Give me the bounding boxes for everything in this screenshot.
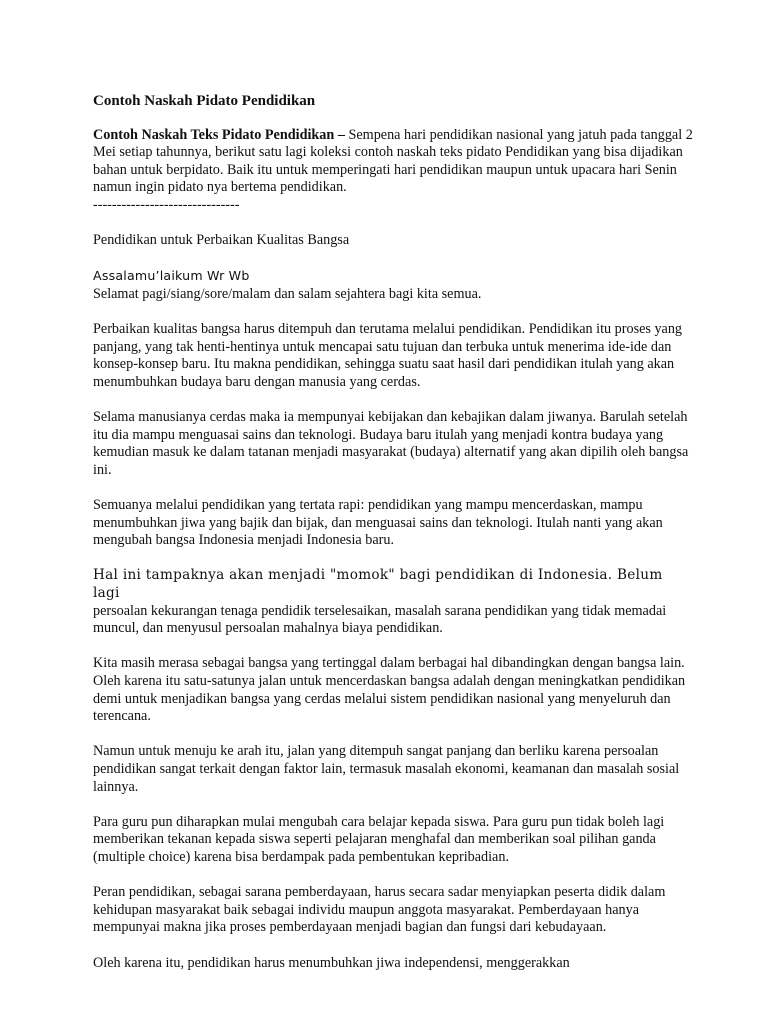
body-paragraph-5: Kita masih merasa sebagai bangsa yang tertinggal dalam berbagai hal dibandingkan dengan bangsa lain. Oleh karena itu satu-satunya jalan untuk mencerdaskan bangsa adalah dengan meningkatkan pendidikan demi untuk menjadikan bangsa yang cerdas melalui sistem pendidikan nasional yang menyeluruh dan terencana. xyxy=(93,655,686,725)
special-first-line: Hal ini tampaknya akan menjadi "momok" bagi pendidikan di Indonesia. Belum lagi xyxy=(93,567,663,602)
intro-paragraph xyxy=(93,127,693,215)
body-paragraph-3: Semuanya melalui pendidikan yang tertata rapi: pendidikan yang mampu mencerdaskan, mampu menumbuhkan jiwa yang bajik dan bijak, dan menguasai sains dan teknologi. Itulah nanti yang akan mengubah bangsa Indonesia menjadi Indonesia baru. xyxy=(93,497,663,549)
section-divider: ------------------------------- xyxy=(93,196,240,213)
document-page xyxy=(93,93,693,990)
greeting: Assalamu’laikum Wr Wb xyxy=(93,268,250,284)
body-paragraph-4 xyxy=(93,567,693,637)
page-title: Contoh Naskah Pidato Pendidikan xyxy=(93,93,316,109)
special-rest: persoalan kekurangan tenaga pendidik terselesaikan, masalah sarana pendidikan yang tidak memadai muncul, dan menyusul persoalan mahalnya biaya pendidikan. xyxy=(93,602,667,637)
body-paragraph-9: Oleh karena itu, pendidikan harus menumbuhkan jiwa independensi, menggerakkan xyxy=(93,954,570,971)
intro-text: Sempena hari pendidikan nasional yang jatuh pada tanggal 2 Mei setiap tahunnya, berikut satu lagi koleksi contoh naskah teks pidato Pendidikan yang bisa dijadikan bahan untuk berpidato. Baik itu untuk memperingati hari pendidikan maupun untuk upacara hari Senin namun ingin pidato nya bertema pendidikan. xyxy=(93,126,693,196)
intro-lead: Contoh Naskah Teks Pidato Pendidikan – xyxy=(93,126,345,143)
greeting-block xyxy=(93,267,693,303)
body-paragraph-8: Peran pendidikan, sebagai sarana pemberdayaan, harus secara sadar menyiapkan peserta didik dalam kehidupan masyarakat baik sebagai individu maupun anggota masyarakat. Pemberdayaan hanya mempunyai makna jika proses pemberdayaan menjadi bagian dan fungsi dari kebudayaan. xyxy=(93,884,666,936)
body-paragraph-7: Para guru pun diharapkan mulai mengubah cara belajar kepada siswa. Para guru pun tidak boleh lagi memberikan tekanan kepada siswa seperti pelajaran menghafal dan memberikan soal pilihan ganda (multiple choice) karena bisa berdampak pada pembentukan kepribadian. xyxy=(93,813,665,865)
speech-title: Pendidikan untuk Perbaikan Kualitas Bangsa xyxy=(93,232,350,249)
body-paragraph-1: Perbaikan kualitas bangsa harus ditempuh dan terutama melalui pendidikan. Pendidikan itu proses yang panjang, yang tak henti-hentinya untuk mencapai satu tujuan dan terbuka untuk menerima ide-ide dan konsep-konsep baru. Itu makna pendidikan, sehingga suatu saat hasil dari pendidikan itulah yang akan menumbuhkan budaya baru dengan manusia yang cerdas. xyxy=(93,321,683,390)
salutation: Selamat pagi/siang/sore/malam dan salam sejahtera bagi kita semua. xyxy=(93,285,482,302)
body-paragraph-6: Namun untuk menuju ke arah itu, jalan yang ditempuh sangat panjang dan berliku karena persoalan pendidikan sangat terkait dengan faktor lain, termasuk masalah ekonomi, keamanan dan masalah sosial lainnya. xyxy=(93,743,680,795)
body-paragraph-2: Selama manusianya cerdas maka ia mempunyai kebijakan dan kebajikan dalam jiwanya. Barulah setelah itu dia mampu menguasai sains dan teknologi. Budaya baru itulah yang menjadi kontra budaya yang kemudian masuk ke dalam tatanan menjadi masyarakat (budaya) alternatif yang akan dipilih oleh bangsa ini. xyxy=(93,409,689,478)
